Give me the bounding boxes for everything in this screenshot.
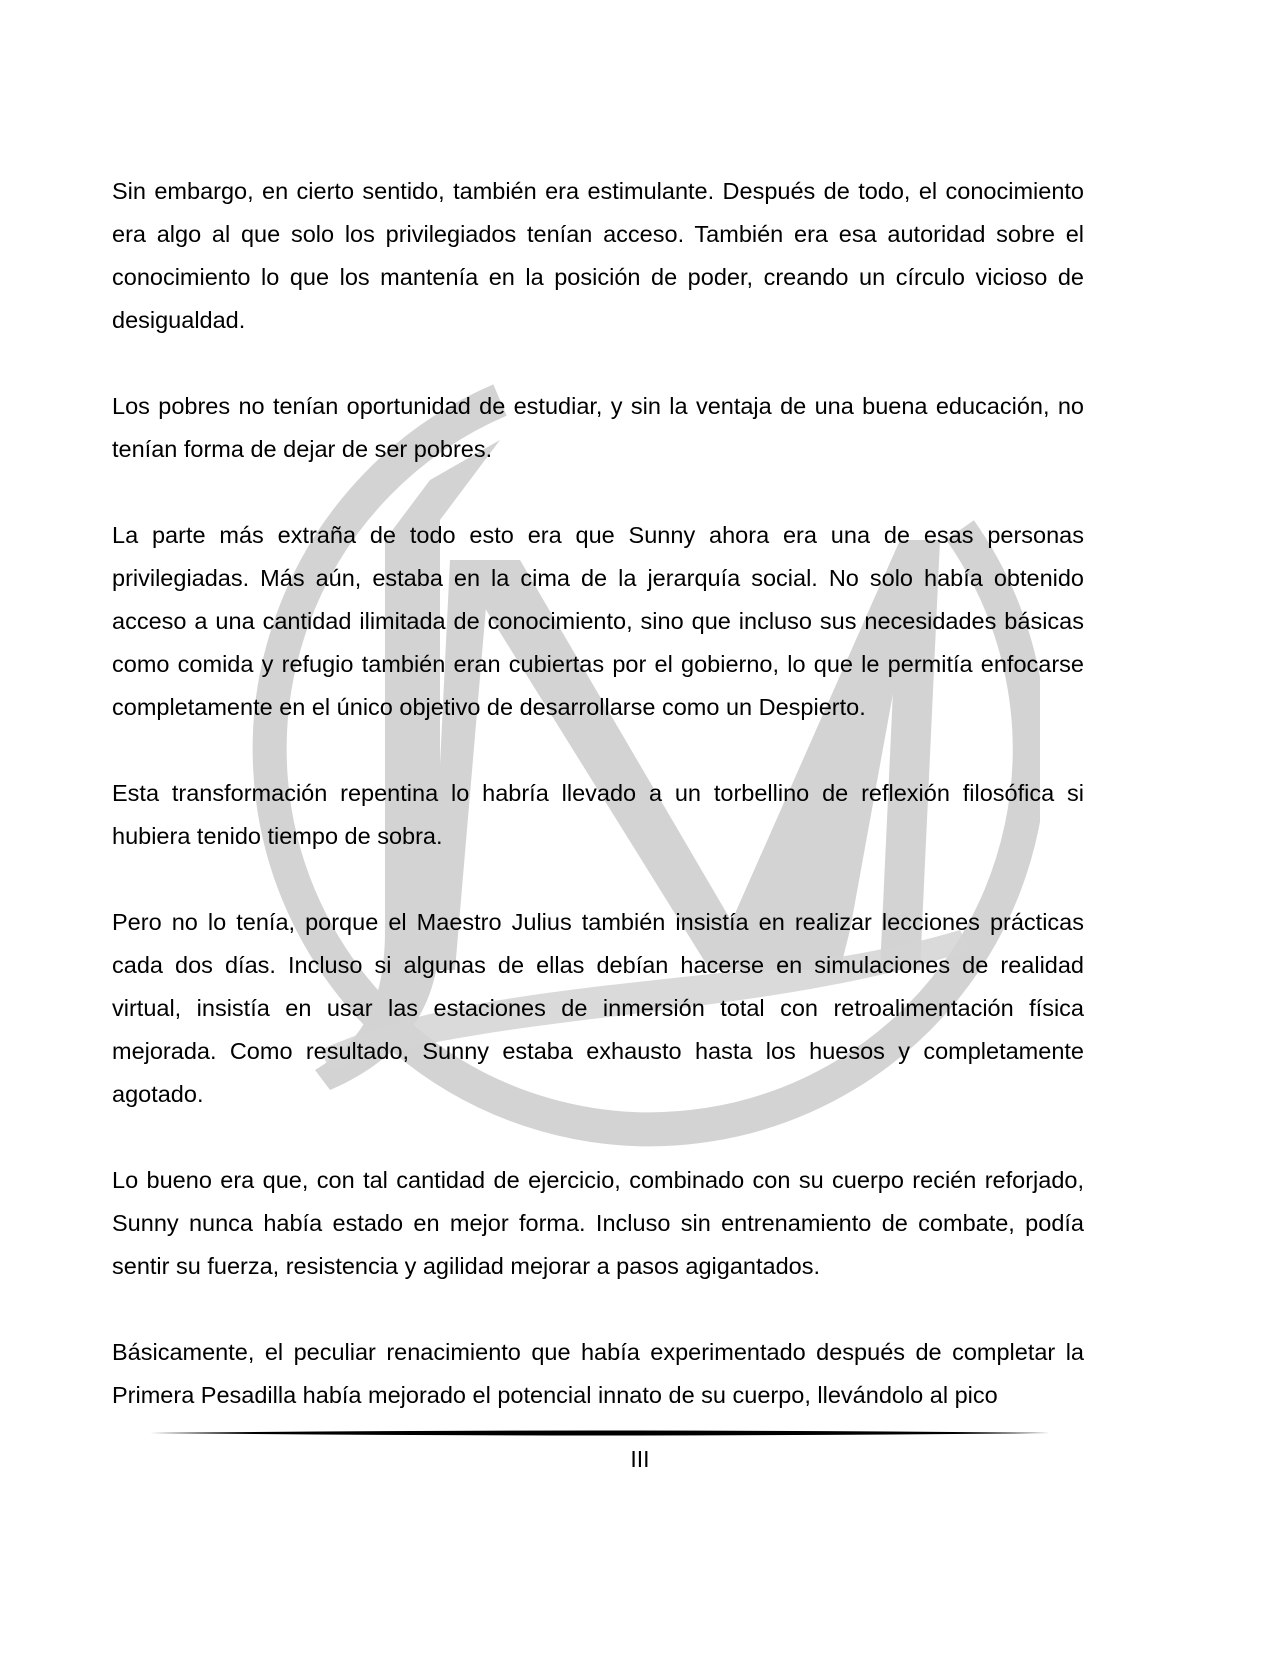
paragraph: Lo bueno era que, con tal cantidad de ejercicio, combinado con su cuerpo recién reforjado, Sunny nunca había estado en mejor forma. Incluso sin entrenamiento de combate, podía sentir su fuerza, resistencia y agilidad mejorar a pasos agigantados.	[112, 1167, 1084, 1279]
document-body	[112, 170, 1084, 1417]
footer-divider	[150, 1428, 1050, 1438]
page-number: III	[630, 1446, 650, 1472]
paragraph: Básicamente, el peculiar renacimiento que había experimentado después de completar la Primera Pesadilla había mejorado el potencial innato de su cuerpo, llevándolo al pico	[112, 1339, 1084, 1408]
paragraph: Sin embargo, en cierto sentido, también era estimulante. Después de todo, el conocimiento era algo al que solo los privilegiados tenían acceso. También era esa autoridad sobre el conocimiento lo que los mantenía en la posición de poder, creando un círculo vicioso de desigualdad.	[112, 178, 1084, 333]
paragraph: Esta transformación repentina lo habría llevado a un torbellino de reflexión filosófica si hubiera tenido tiempo de sobra.	[112, 780, 1084, 849]
paragraph: Los pobres no tenían oportunidad de estudiar, y sin la ventaja de una buena educación, no tenían forma de dejar de ser pobres.	[112, 393, 1084, 462]
paragraph: Pero no lo tenía, porque el Maestro Julius también insistía en realizar lecciones prácticas cada dos días. Incluso si algunas de ellas debían hacerse en simulaciones de realidad virtual, insistía en usar las estaciones de inmersión total con retroalimentación física mejorada. Como resultado, Sunny estaba exhausto hasta los huesos y completamente agotado.	[112, 909, 1084, 1107]
paragraph: La parte más extraña de todo esto era que Sunny ahora era una de esas personas privilegiadas. Más aún, estaba en la cima de la jerarquía social. No solo había obtenido acceso a una cantidad ilimitada de conocimiento, sino que incluso sus necesidades básicas como comida y refugio también eran cubiertas por el gobierno, lo que le permitía enfocarse completamente en el único objetivo de desarrollarse como un Despierto.	[112, 522, 1084, 720]
